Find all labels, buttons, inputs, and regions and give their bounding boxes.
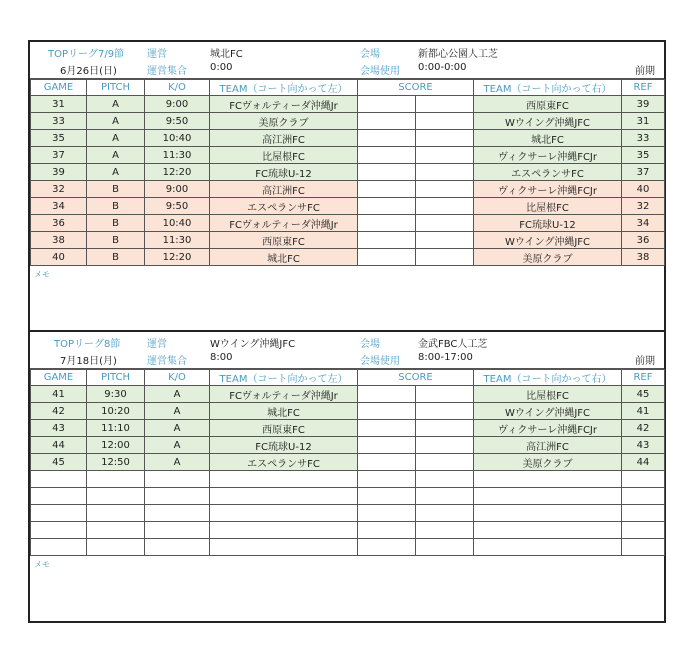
team-left-cell: エスペランサFC — [210, 198, 358, 215]
match-table — [30, 369, 665, 556]
team-left-cell: FC琉球U-12 — [210, 164, 358, 181]
table-header-row — [31, 370, 665, 386]
col-header-pitch: PITCH — [87, 80, 145, 96]
schedule-sheet-1 — [28, 40, 666, 332]
ref-cell: 33 — [622, 130, 665, 147]
operator-label: 運営 — [147, 49, 167, 60]
operator-name: 城北FC — [210, 49, 243, 60]
table-header-row — [31, 80, 665, 96]
score-right-cell — [416, 522, 474, 539]
score-left-cell — [358, 386, 416, 403]
ref-cell: 41 — [622, 403, 665, 420]
kickoff-cell — [145, 522, 210, 539]
operator-name: Wウイング沖縄JFC — [210, 339, 296, 350]
gather-time: 8:00 — [210, 352, 233, 363]
score-right-cell — [416, 249, 474, 266]
gather-time: 0:00 — [210, 62, 233, 73]
score-left-cell — [358, 437, 416, 454]
score-right-cell — [416, 403, 474, 420]
col-header-ref: REF — [622, 370, 665, 386]
kickoff-cell: A — [145, 454, 210, 471]
table-row — [31, 96, 665, 113]
col-header-pitch: PITCH — [87, 370, 145, 386]
venue-label: 会場 — [360, 339, 380, 350]
game-number-cell — [31, 539, 87, 556]
score-right-cell — [416, 505, 474, 522]
score-left-cell — [358, 164, 416, 181]
score-right-cell — [416, 437, 474, 454]
ref-cell: 37 — [622, 164, 665, 181]
score-left-cell — [358, 522, 416, 539]
table-row — [31, 113, 665, 130]
col-header-game: GAME — [31, 370, 87, 386]
ref-cell: 38 — [622, 249, 665, 266]
score-left-cell — [358, 471, 416, 488]
score-left-cell — [358, 249, 416, 266]
ref-cell: 43 — [622, 437, 665, 454]
kickoff-cell: A — [145, 420, 210, 437]
table-row — [31, 232, 665, 249]
score-left-cell — [358, 505, 416, 522]
empty-row — [31, 488, 665, 505]
ref-cell: 45 — [622, 386, 665, 403]
memo-area: メモ — [34, 560, 50, 569]
kickoff-cell: 10:40 — [145, 130, 210, 147]
table-row — [31, 454, 665, 471]
pitch-cell: 10:20 — [87, 403, 145, 420]
score-left-cell — [358, 147, 416, 164]
score-right-cell — [416, 215, 474, 232]
kickoff-cell: A — [145, 386, 210, 403]
match-date: 7月18日(月) — [60, 356, 117, 367]
game-number-cell — [31, 488, 87, 505]
team-left-cell — [210, 471, 358, 488]
ref-cell — [622, 488, 665, 505]
col-header-score: SCORE — [358, 80, 474, 96]
score-left-cell — [358, 420, 416, 437]
col-header-team-left: TEAM（コート向かって左） — [210, 370, 358, 386]
period-label: 前期 — [635, 66, 655, 77]
pitch-cell: A — [87, 147, 145, 164]
team-left-cell — [210, 505, 358, 522]
col-header-ko: K/O — [145, 370, 210, 386]
team-left-cell: 城北FC — [210, 249, 358, 266]
team-right-cell — [474, 522, 622, 539]
match-date: 6月26日(日) — [60, 66, 117, 77]
pitch-cell — [87, 505, 145, 522]
empty-row — [31, 522, 665, 539]
team-left-cell: FCヴォルティーダ沖縄Jr — [210, 96, 358, 113]
score-right-cell — [416, 232, 474, 249]
game-number-cell — [31, 471, 87, 488]
score-right-cell — [416, 471, 474, 488]
ref-cell — [622, 539, 665, 556]
team-right-cell: 比屋根FC — [474, 198, 622, 215]
league-title: TOPリーグ8節 — [54, 339, 121, 350]
team-left-cell: FCヴォルティーダ沖縄Jr — [210, 386, 358, 403]
period-label: 前期 — [635, 356, 655, 367]
score-left-cell — [358, 232, 416, 249]
col-header-team-right: TEAM（コート向かって右） — [474, 370, 622, 386]
team-right-cell — [474, 505, 622, 522]
game-number-cell: 44 — [31, 437, 87, 454]
table-row — [31, 215, 665, 232]
ref-cell — [622, 471, 665, 488]
team-right-cell: 高江洲FC — [474, 437, 622, 454]
ref-cell: 42 — [622, 420, 665, 437]
game-number-cell: 32 — [31, 181, 87, 198]
team-right-cell — [474, 488, 622, 505]
game-number-cell: 38 — [31, 232, 87, 249]
team-right-cell: Wウイング沖縄JFC — [474, 232, 622, 249]
game-number-cell: 43 — [31, 420, 87, 437]
empty-row — [31, 505, 665, 522]
game-number-cell: 45 — [31, 454, 87, 471]
ref-cell: 40 — [622, 181, 665, 198]
team-left-cell: 西原東FC — [210, 420, 358, 437]
table-row — [31, 420, 665, 437]
kickoff-cell: 9:50 — [145, 113, 210, 130]
gather-label: 運営集合 — [147, 66, 187, 77]
kickoff-cell — [145, 505, 210, 522]
table-row — [31, 147, 665, 164]
score-left-cell — [358, 215, 416, 232]
col-header-team-right: TEAM（コート向かって右） — [474, 80, 622, 96]
kickoff-cell — [145, 471, 210, 488]
team-right-cell: 美原クラブ — [474, 249, 622, 266]
pitch-cell: A — [87, 96, 145, 113]
table-row — [31, 437, 665, 454]
col-header-team-left: TEAM（コート向かって左） — [210, 80, 358, 96]
usage-label: 会場使用 — [360, 356, 400, 367]
team-left-cell — [210, 539, 358, 556]
team-right-cell: FC琉球U-12 — [474, 215, 622, 232]
team-left-cell: 高江洲FC — [210, 130, 358, 147]
ref-cell: 35 — [622, 147, 665, 164]
ref-cell: 44 — [622, 454, 665, 471]
score-right-cell — [416, 198, 474, 215]
team-right-cell: Wウイング沖縄JFC — [474, 403, 622, 420]
ref-cell: 39 — [622, 96, 665, 113]
score-right-cell — [416, 420, 474, 437]
team-right-cell — [474, 539, 622, 556]
usage-label: 会場使用 — [360, 66, 400, 77]
sheet-header — [30, 332, 664, 369]
team-right-cell: ヴィクサーレ沖縄FCJr — [474, 420, 622, 437]
team-left-cell — [210, 522, 358, 539]
empty-row — [31, 471, 665, 488]
score-left-cell — [358, 130, 416, 147]
schedule-sheet-2 — [28, 330, 666, 623]
kickoff-cell: 11:30 — [145, 147, 210, 164]
team-left-cell: 西原東FC — [210, 232, 358, 249]
pitch-cell: B — [87, 215, 145, 232]
usage-time: 8:00-17:00 — [418, 352, 473, 363]
score-right-cell — [416, 386, 474, 403]
team-right-cell: 城北FC — [474, 130, 622, 147]
team-right-cell: ヴィクサーレ沖縄FCJr — [474, 181, 622, 198]
pitch-cell — [87, 488, 145, 505]
team-left-cell — [210, 488, 358, 505]
ref-cell: 32 — [622, 198, 665, 215]
score-left-cell — [358, 181, 416, 198]
game-number-cell: 36 — [31, 215, 87, 232]
pitch-cell — [87, 471, 145, 488]
col-header-score: SCORE — [358, 370, 474, 386]
pitch-cell: 12:00 — [87, 437, 145, 454]
score-right-cell — [416, 164, 474, 181]
game-number-cell: 31 — [31, 96, 87, 113]
game-number-cell: 39 — [31, 164, 87, 181]
kickoff-cell: 9:50 — [145, 198, 210, 215]
kickoff-cell: 9:00 — [145, 96, 210, 113]
ref-cell: 31 — [622, 113, 665, 130]
score-right-cell — [416, 147, 474, 164]
game-number-cell: 35 — [31, 130, 87, 147]
game-number-cell: 40 — [31, 249, 87, 266]
score-right-cell — [416, 181, 474, 198]
table-row — [31, 181, 665, 198]
game-number-cell: 34 — [31, 198, 87, 215]
score-left-cell — [358, 113, 416, 130]
team-right-cell: ヴィクサーレ沖縄FCJr — [474, 147, 622, 164]
score-right-cell — [416, 130, 474, 147]
game-number-cell — [31, 522, 87, 539]
table-row — [31, 386, 665, 403]
match-table — [30, 79, 665, 266]
table-row — [31, 130, 665, 147]
venue-name: 金武FBC人工芝 — [418, 339, 488, 350]
team-left-cell: FCヴォルティーダ沖縄Jr — [210, 215, 358, 232]
pitch-cell: B — [87, 232, 145, 249]
pitch-cell: A — [87, 113, 145, 130]
game-number-cell — [31, 505, 87, 522]
pitch-cell — [87, 522, 145, 539]
team-right-cell — [474, 471, 622, 488]
game-number-cell: 33 — [31, 113, 87, 130]
team-right-cell: Wウイング沖縄JFC — [474, 113, 622, 130]
score-left-cell — [358, 488, 416, 505]
table-row — [31, 249, 665, 266]
team-left-cell: 城北FC — [210, 403, 358, 420]
score-left-cell — [358, 198, 416, 215]
col-header-game: GAME — [31, 80, 87, 96]
game-number-cell: 41 — [31, 386, 87, 403]
memo-area: メモ — [34, 270, 50, 279]
kickoff-cell: A — [145, 403, 210, 420]
pitch-cell: 11:10 — [87, 420, 145, 437]
score-left-cell — [358, 539, 416, 556]
team-right-cell: 比屋根FC — [474, 386, 622, 403]
table-row — [31, 198, 665, 215]
team-left-cell: 比屋根FC — [210, 147, 358, 164]
kickoff-cell: A — [145, 437, 210, 454]
pitch-cell: B — [87, 198, 145, 215]
kickoff-cell: 12:20 — [145, 164, 210, 181]
pitch-cell — [87, 539, 145, 556]
score-right-cell — [416, 96, 474, 113]
game-number-cell: 42 — [31, 403, 87, 420]
ref-cell — [622, 522, 665, 539]
table-row — [31, 403, 665, 420]
venue-label: 会場 — [360, 49, 380, 60]
ref-cell — [622, 505, 665, 522]
score-right-cell — [416, 454, 474, 471]
pitch-cell: 12:50 — [87, 454, 145, 471]
league-title: TOPリーグ7/9節 — [48, 49, 125, 60]
usage-time: 0:00-0:00 — [418, 62, 467, 73]
pitch-cell: 9:30 — [87, 386, 145, 403]
team-left-cell: 高江洲FC — [210, 181, 358, 198]
ref-cell: 34 — [622, 215, 665, 232]
gather-label: 運営集合 — [147, 356, 187, 367]
pitch-cell: A — [87, 164, 145, 181]
game-number-cell: 37 — [31, 147, 87, 164]
kickoff-cell — [145, 539, 210, 556]
sheet-header — [30, 42, 664, 79]
col-header-ref: REF — [622, 80, 665, 96]
pitch-cell: B — [87, 249, 145, 266]
kickoff-cell: 10:40 — [145, 215, 210, 232]
venue-name: 新都心公園人工芝 — [418, 49, 498, 60]
team-left-cell: FC琉球U-12 — [210, 437, 358, 454]
team-left-cell: 美原クラブ — [210, 113, 358, 130]
ref-cell: 36 — [622, 232, 665, 249]
score-left-cell — [358, 403, 416, 420]
kickoff-cell — [145, 488, 210, 505]
score-right-cell — [416, 113, 474, 130]
team-right-cell: 美原クラブ — [474, 454, 622, 471]
table-row — [31, 164, 665, 181]
pitch-cell: A — [87, 130, 145, 147]
score-left-cell — [358, 454, 416, 471]
pitch-cell: B — [87, 181, 145, 198]
score-right-cell — [416, 488, 474, 505]
team-left-cell: エスペランサFC — [210, 454, 358, 471]
operator-label: 運営 — [147, 339, 167, 350]
kickoff-cell: 12:20 — [145, 249, 210, 266]
kickoff-cell: 9:00 — [145, 181, 210, 198]
kickoff-cell: 11:30 — [145, 232, 210, 249]
empty-row — [31, 539, 665, 556]
team-right-cell: 西原東FC — [474, 96, 622, 113]
col-header-ko: K/O — [145, 80, 210, 96]
score-left-cell — [358, 96, 416, 113]
team-right-cell: エスペランサFC — [474, 164, 622, 181]
score-right-cell — [416, 539, 474, 556]
